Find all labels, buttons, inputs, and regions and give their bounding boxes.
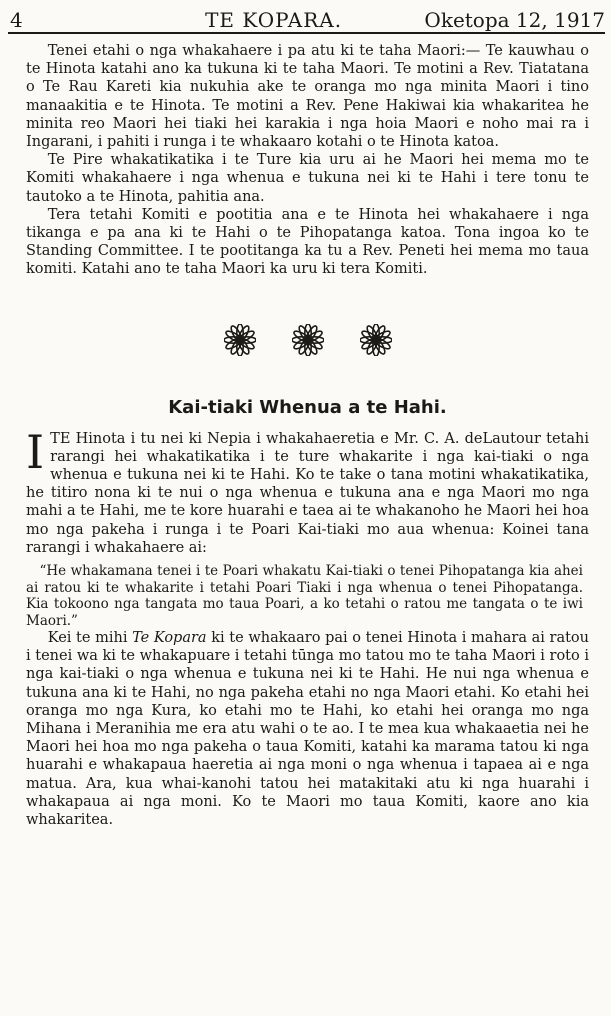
article-body	[26, 42, 589, 829]
flower-icon	[224, 324, 256, 356]
paragraph: Tera tetahi Komiti e pootitia ana e te Hinota hei whakahaere i nga tikanga e pa ana ki te Hahi o te Pihopatanga katoa. Tona ingoa ko te Standing Committee. I te pootitanga ka tu a Rev. Peneti hei mema mo taua komiti. Katahi ano te taha Maori ka uru ki tera Komiti.	[26, 206, 589, 278]
flower-icon	[360, 324, 392, 356]
publication-title: TE KOPARA.	[205, 8, 343, 32]
issue-date: Oketopa 12, 1917	[424, 8, 605, 32]
paragraph: Tenei etahi o nga whakahaere i pa atu ki te taha Maori:— Te kauwhau o te Hinota katahi ano ka tukuna ki te taha Maori. Te motini a Rev. Tiatatana o Te Rau Kareti kia nukuhia ake te oranga mo nga minita Maori i tino manaakitia e te Hinota. Te motini a Rev. Pene Hakiwai kia whakaritea he minita reo Maori hei tiaki hei karakia i nga hoia Maori e noho mai ra i Ingarani, i pahiti i runga i te whakaaro kotahi o te Hinota katoa.	[26, 43, 589, 151]
lead-paragraph-text: TE Hinota i tu nei ki Nepia i whakahaeretia e Mr. C. A. deLautour tetahi rarangi hei whakatikatika i te ture whakarite i nga kai-tiaki o nga whenua e tukuna nei ki te Hahi. Ko te take o tana motini whakatikatika, he titiro nona ki te nui o nga whenua e tukuna ana e nga Maori mo nga mahi a te Hahi, me te kore huarahi e taea ai te whakanoho he Maori hei hoa mo nga pakeha i runga i te Poari Kai-tiaki mo aua whenua: Koinei tana rarangi i whakahaere ai:	[26, 430, 589, 556]
page-number: 4	[10, 8, 23, 32]
paragraph-text-start: Kei te mihi	[47, 630, 133, 647]
article-heading: Kai-tiaki Whenua a te Hahi.	[168, 396, 447, 418]
page-header	[8, 2, 605, 34]
paragraph	[26, 629, 589, 829]
lead-paragraph	[26, 424, 589, 557]
block-quote: “He whakamana tenei i te Poari whakatu Kai-tiaki o tenei Pihopatanga kia ahei ai ratou ki te whakarite i tetahi Poari Tiaki i nga whenua o tenei Pihopatanga. Kia tokoono nga tangata mo taua Poari, a ko tetahi o ratou me tangata o te iwi Maori.”	[26, 563, 583, 629]
section-ornament	[26, 305, 589, 375]
paragraph-text-rest: ki te whakaaro pai o tenei Hinota i mahara ai ratou i tenei wa ki te whakapuare i tetahi tūnga mo tatou mo te taha Maori i roto i nga kai-tiaki o nga whenua e tukuna nei ki te Hahi. He nui nga whenua e tukuna ana ki te Hahi, no nga pakeha etahi no nga Maori etahi. Ko etahi hei oranga mo nga Kura, ko etahi mo te Hahi, ko etahi hei oranga mo nga Mihana i Meranihia me era atu wahi o te ao. I te mea kua whakaaetia nei he Maori hei hoa mo nga pakeha o taua Komiti, katahi ka marama tatou ki nga huarahi e whakapaua haeretia ai nga moni o nga whenua i tapaea ai e nga matua. Ara, kua whai-kanohi tatou hei matakitaki atu ki nga huarahi i whakapaua ai nga moni. Ko te Maori mo taua Komiti, kaore ano kia whakaritea.	[26, 630, 589, 829]
paragraph: Te Pire whakatikatika i te Ture kia uru ai he Maori hei mema mo te Komiti whakahaere i nga whenua e tukuna nei ki te Hahi i tere tonu te tautoko a te Hinota, pahitia ana.	[26, 152, 589, 205]
flower-icon	[292, 324, 324, 356]
drop-cap: I	[26, 424, 45, 479]
publication-name-italic: Te Kopara	[132, 630, 207, 647]
